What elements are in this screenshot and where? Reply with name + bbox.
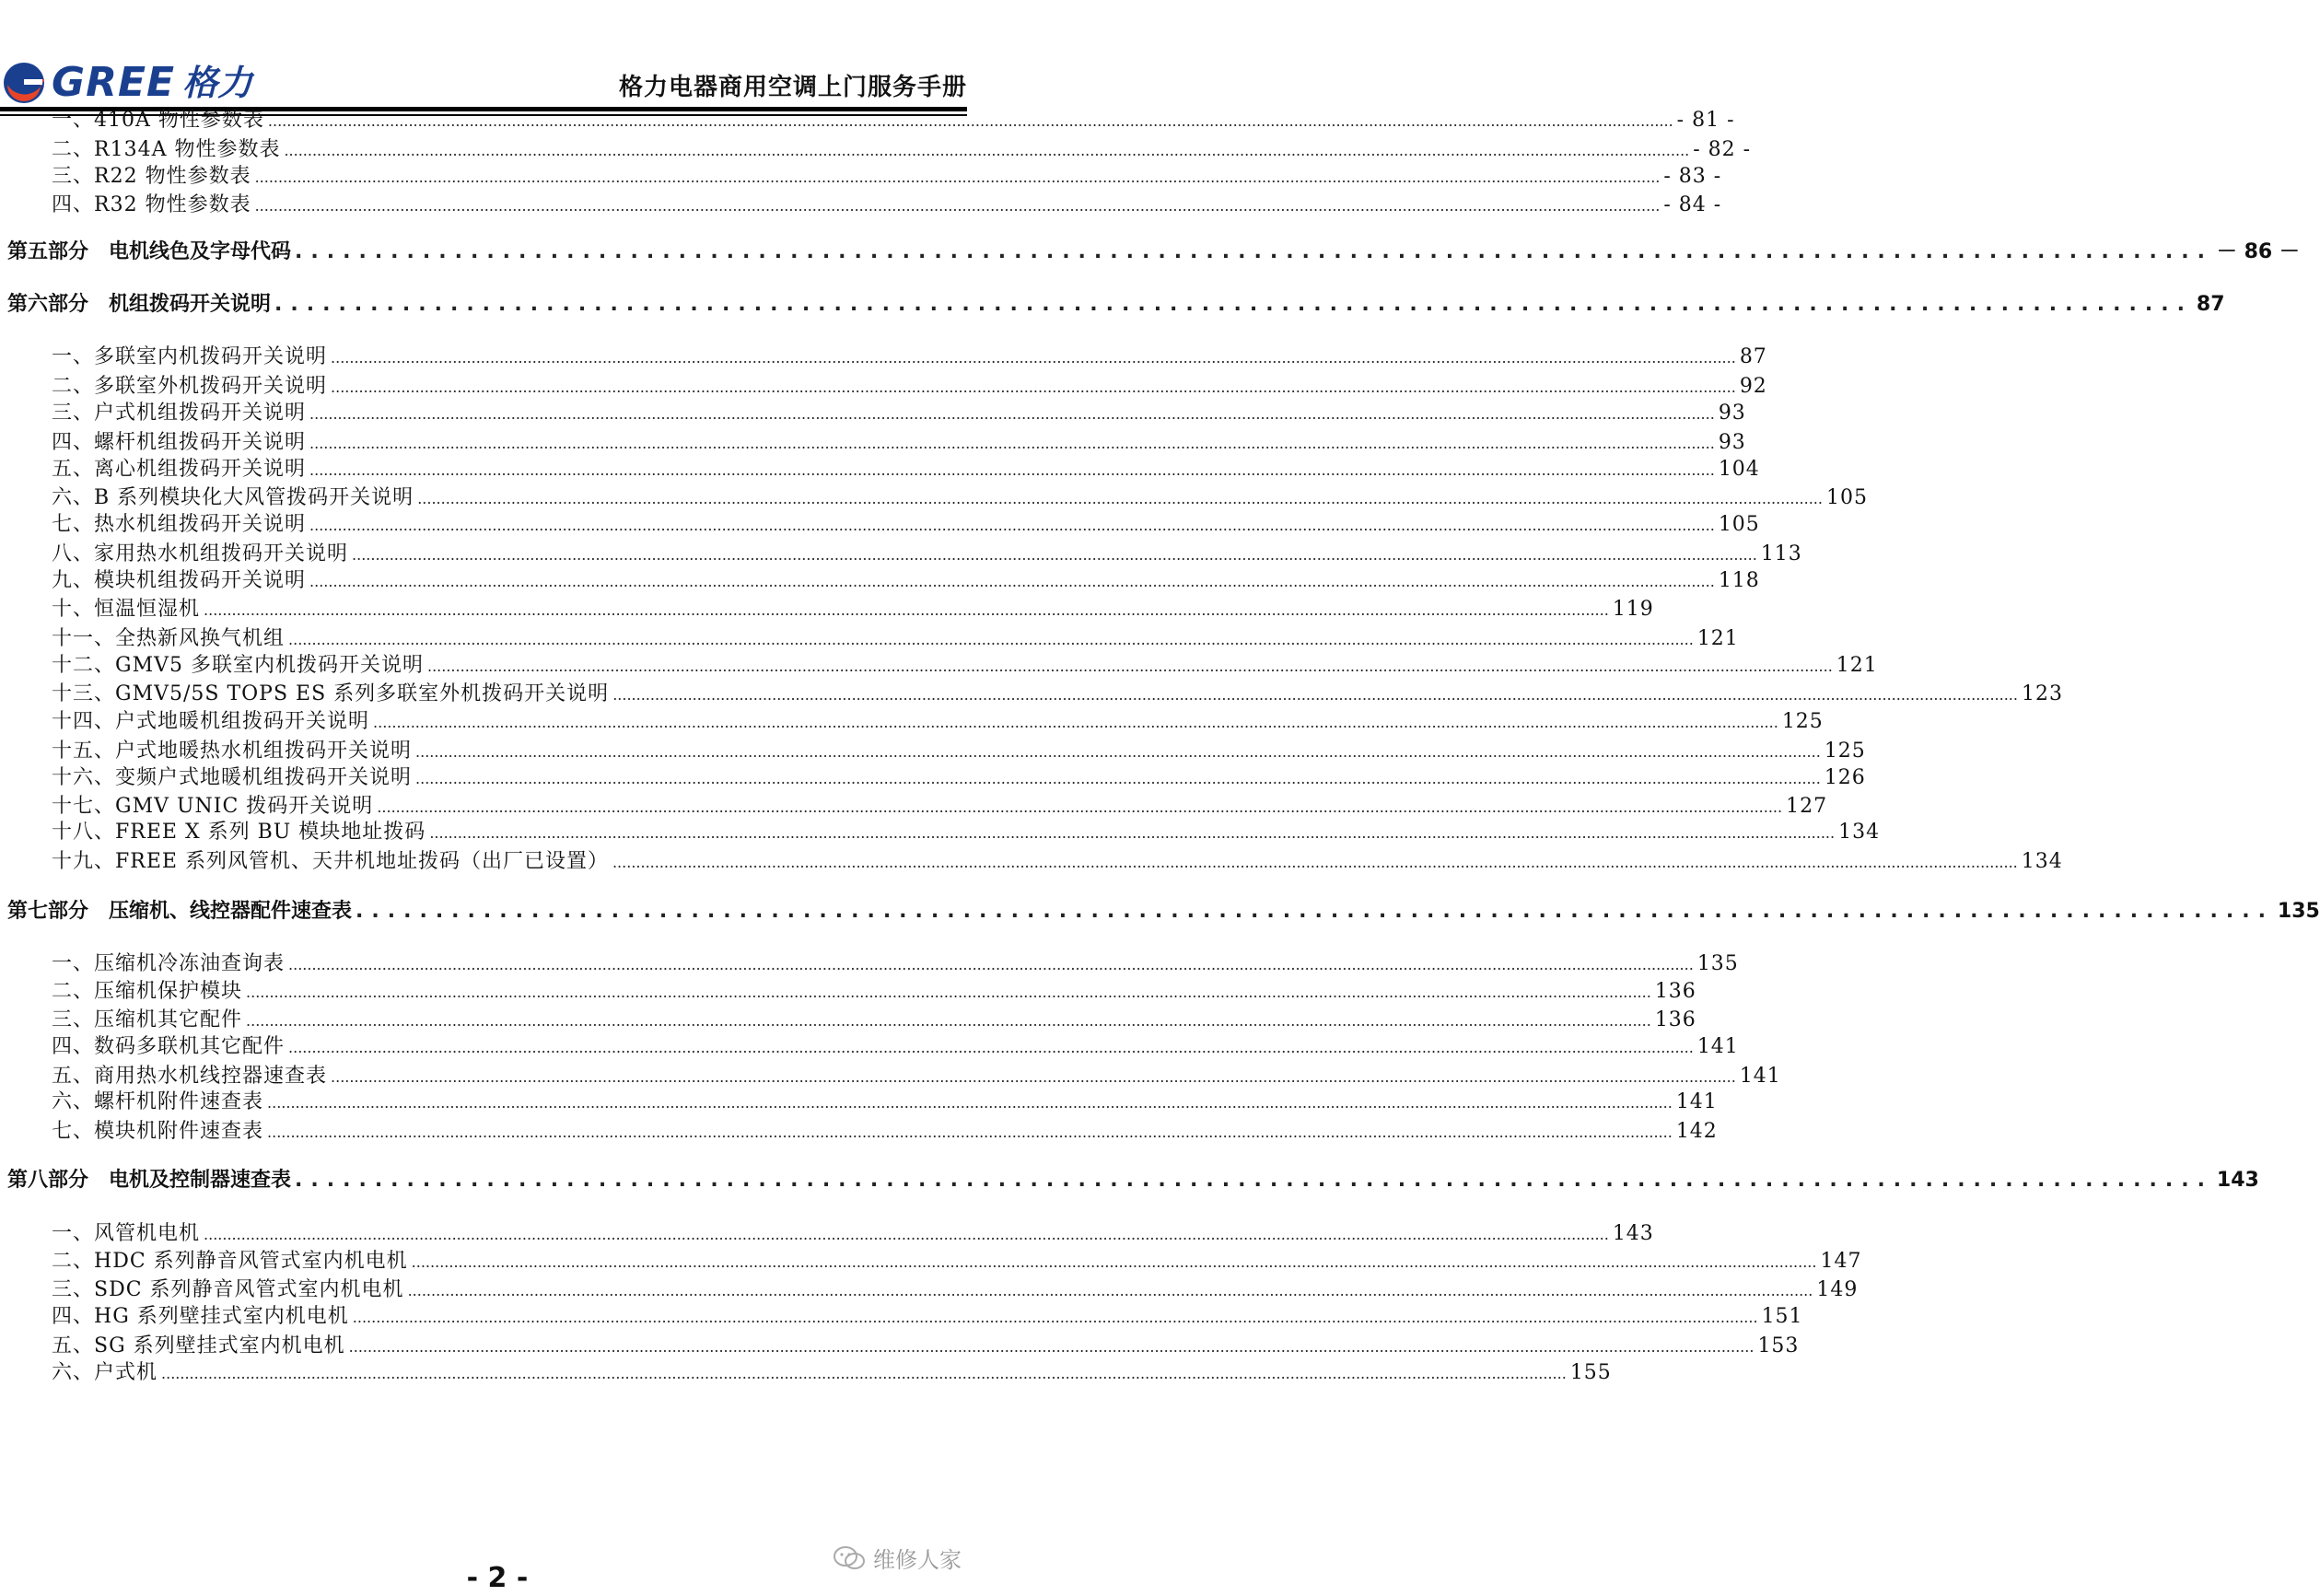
- toc-item-number: 一、: [52, 345, 95, 368]
- toc-page-number: 135: [1696, 952, 1739, 975]
- toc-dot-leader: ............................................................................................................................................................................................................................................................................................................: [415, 743, 1821, 761]
- toc-item-number: 八、: [52, 542, 95, 565]
- toc-dot-leader: ........................................................................................................................: [356, 900, 2274, 923]
- logo-wordmark: GREE: [52, 59, 176, 106]
- toc-item-number: 十二、: [52, 654, 116, 677]
- toc-page-number: 142: [1675, 1120, 1718, 1143]
- toc-page-number: 149: [1816, 1278, 1859, 1301]
- toc-dot-leader: ............................................................................................................................................................................................................................................................................................................: [415, 770, 1821, 787]
- toc-item: [52, 649, 1878, 678]
- toc-item-number: 十六、: [52, 766, 116, 789]
- toc-item: [52, 948, 1739, 976]
- toc-title: 电机线色及字母代码: [109, 240, 292, 263]
- toc-dot-leader: ............................................................................................................................................................................................................................................................................................................: [288, 956, 1694, 973]
- toc-page-number: - 83 -: [1663, 165, 1722, 188]
- toc-item: [52, 134, 1752, 162]
- toc-item-number: 四、: [52, 431, 95, 454]
- toc-title: GMV UNIC 拨码开关说明: [115, 795, 374, 818]
- toc-item: [52, 1357, 1612, 1385]
- toc-title: 全热新风换气机组: [115, 627, 286, 650]
- toc-page-number: 151: [1761, 1305, 1803, 1328]
- toc-title: 恒温恒湿机: [94, 598, 201, 621]
- toc-title: 压缩机保护模块: [94, 980, 243, 1003]
- toc-page-number: 127: [1786, 795, 1828, 818]
- toc-item-number: 二、: [52, 1250, 95, 1273]
- toc-dot-leader: ............................................................................................................................................................................................................................................................................................................: [417, 490, 1823, 507]
- toc-item-number: 九、: [52, 569, 95, 592]
- toc-title: B 系列模块化大风管拨码开关说明: [94, 486, 414, 509]
- toc-page-number: 87: [1739, 345, 1767, 368]
- toc-dot-leader: ............................................................................................................................................................................................................................................................................................................: [246, 1012, 1651, 1030]
- toc-dot-leader: ............................................................................................................................................................................................................................................................................................................: [309, 517, 1715, 534]
- toc-section: [7, 895, 2320, 924]
- toc-page-number: 147: [1820, 1250, 1862, 1273]
- toc-page-number: 118: [1718, 569, 1760, 592]
- toc-title: 户式机组拨码开关说明: [94, 402, 307, 425]
- toc-page-number: 141: [1739, 1065, 1781, 1088]
- toc-item: [52, 104, 1735, 133]
- toc-dot-leader: ............................................................................................................................................................................................................................................................................................................: [427, 658, 1833, 675]
- toc-item-number: 四、: [52, 1035, 95, 1058]
- toc-dot-leader: ............................................................................................................................................................................................................................................................................................................: [377, 798, 1783, 816]
- toc-item: [52, 1004, 1696, 1032]
- toc-item: [52, 370, 1767, 399]
- toc-item: [52, 426, 1746, 455]
- toc-item-number: 二、: [52, 138, 95, 161]
- toc-dot-leader: ............................................................................................................................................................................................................................................................................................................: [331, 379, 1736, 396]
- toc-item-number: 七、: [52, 513, 95, 536]
- toc-page-number: 155: [1569, 1361, 1612, 1384]
- toc-section: [7, 288, 2225, 317]
- toc-page-number: 141: [1696, 1035, 1739, 1058]
- toc-page-number: － 86 －: [2216, 240, 2300, 263]
- toc-dot-leader: ............................................................................................................................................................................................................................................................................................................: [204, 601, 1609, 619]
- gree-logo: [2, 61, 252, 105]
- toc-title: 户式地暖热水机组拨码开关说明: [115, 740, 413, 763]
- toc-dot-leader: ............................................................................................................................................................................................................................................................................................................: [348, 1338, 1755, 1356]
- toc-title: SG 系列壁挂式室内机电机: [94, 1334, 345, 1357]
- toc-item: [52, 538, 1802, 566]
- toc-page-number: 143: [2216, 1169, 2259, 1192]
- toc-item-number: 六、: [52, 486, 95, 509]
- toc-item: [52, 593, 1654, 622]
- toc-item-number: 三、: [52, 402, 95, 425]
- toc-title: 多联室内机拨码开关说明: [94, 345, 328, 368]
- toc-title: 多联室外机拨码开关说明: [94, 375, 328, 398]
- toc-item-number: 五、: [52, 1065, 95, 1088]
- toc-title: 模块机组拨码开关说明: [94, 569, 307, 592]
- toc-item-number: 二、: [52, 980, 95, 1003]
- toc-item: [52, 762, 1866, 790]
- watermark-text: 维修人家: [873, 1547, 962, 1573]
- toc-page-number: 92: [1739, 375, 1767, 398]
- toc-title: HDC 系列静音风管式室内机电机: [94, 1250, 408, 1273]
- toc-dot-leader: ............................................................................................................................................................................................................................................................................................................: [373, 714, 1778, 731]
- toc-item: [52, 1217, 1654, 1246]
- toc-title: 热水机组拨码开关说明: [94, 513, 307, 536]
- toc-page-number: 121: [1696, 627, 1739, 650]
- toc-dot-leader: ............................................................................................................................................................................................................................................................................................................: [309, 435, 1715, 452]
- toc-page-number: - 82 -: [1693, 138, 1752, 161]
- toc-title: 压缩机冷冻油查询表: [94, 952, 286, 975]
- toc-dot-leader: ............................................................................................................................................................................................................................................................................................................: [309, 405, 1715, 423]
- toc-page-number: 143: [1612, 1222, 1654, 1245]
- toc-page-number: 113: [1760, 542, 1802, 565]
- toc-item: [52, 482, 1868, 510]
- toc-part-label: 第五部分: [7, 240, 89, 263]
- toc-item: [52, 1274, 1859, 1302]
- toc-item: [52, 565, 1760, 593]
- toc-dot-leader: ............................................................................................................................................................................................................................................................................................................: [331, 349, 1736, 367]
- toc-item: [52, 1330, 1800, 1358]
- toc-title: GMV5 多联室内机拨码开关说明: [115, 654, 424, 677]
- toc-item-number: 六、: [52, 1361, 95, 1384]
- toc-dot-leader: ............................................................................................................................................................................................................................................................................................................: [612, 854, 2018, 871]
- toc-dot-leader: ............................................................................................................................................................................................................................................................................................................: [267, 1094, 1673, 1112]
- toc-title: 户式机: [94, 1361, 158, 1384]
- manual-title: 格力电器商用空调上门服务手册: [618, 74, 967, 101]
- toc-item: [52, 1115, 1718, 1144]
- toc-title: HG 系列壁挂式室内机电机: [94, 1305, 349, 1328]
- toc-item: [52, 705, 1824, 734]
- toc-title: R32 物性参数表: [94, 193, 251, 216]
- toc-title: 机组拨码开关说明: [109, 293, 272, 316]
- toc-dot-leader: ........................................................................................................................: [295, 1169, 2213, 1192]
- toc-page-number: 141: [1675, 1090, 1718, 1113]
- toc-dot-leader: ............................................................................................................................................................................................................................................................................................................: [352, 1309, 1758, 1326]
- toc-page-number: 104: [1718, 458, 1760, 481]
- toc-item: [52, 1245, 1862, 1274]
- toc-page-number: 136: [1654, 980, 1696, 1003]
- toc-dot-leader: ............................................................................................................................................................................................................................................................................................................: [612, 686, 2018, 704]
- toc-title: 商用热水机线控器速查表: [94, 1065, 328, 1088]
- toc-title: 压缩机其它配件: [94, 1008, 243, 1031]
- toc-page-number: 105: [1718, 513, 1760, 536]
- toc-item: [52, 975, 1696, 1004]
- toc-dot-leader: ............................................................................................................................................................................................................................................................................................................: [411, 1253, 1817, 1271]
- toc-item: [52, 453, 1760, 482]
- toc-item: [52, 735, 1866, 763]
- toc-item-number: 二、: [52, 375, 95, 398]
- toc-item: [52, 160, 1722, 189]
- toc-title: FREE X 系列 BU 模块地址拨码: [115, 821, 426, 844]
- toc-page-number: 87: [2196, 293, 2225, 316]
- toc-title: 家用热水机组拨码开关说明: [94, 542, 349, 565]
- toc-item-number: 四、: [52, 193, 95, 216]
- toc-dot-leader: ............................................................................................................................................................................................................................................................................................................: [407, 1282, 1813, 1299]
- toc-part-label: 第七部分: [7, 900, 89, 923]
- toc-page-number: 119: [1612, 598, 1654, 621]
- toc-section: [7, 1164, 2259, 1193]
- page-number: - 2 -: [466, 1562, 529, 1594]
- toc-item: [52, 790, 1828, 819]
- gree-logo-mark-icon: [2, 61, 46, 105]
- toc-page-number: 121: [1836, 654, 1878, 677]
- toc-title: 风管机电机: [94, 1222, 201, 1245]
- toc-dot-leader: ............................................................................................................................................................................................................................................................................................................: [246, 984, 1651, 1001]
- toc-item: [52, 623, 1739, 651]
- toc-part-label: 第六部分: [7, 293, 89, 316]
- toc-dot-leader: ............................................................................................................................................................................................................................................................................................................: [284, 142, 1690, 159]
- toc-item-number: 四、: [52, 1305, 95, 1328]
- toc-item-number: 五、: [52, 458, 95, 481]
- toc-page-number: 153: [1757, 1334, 1800, 1357]
- toc-page-number: - 84 -: [1663, 193, 1722, 216]
- toc-item-number: 十八、: [52, 821, 116, 844]
- toc-title: 410A 物性参数表: [94, 109, 264, 132]
- toc-page-number: - 81 -: [1676, 109, 1735, 132]
- toc-title: 电机及控制器速查表: [109, 1169, 292, 1192]
- toc-item-number: 十一、: [52, 627, 116, 650]
- toc-item-number: 十四、: [52, 710, 116, 733]
- toc-item: [52, 341, 1767, 369]
- toc-dot-leader: ............................................................................................................................................................................................................................................................................................................: [288, 631, 1694, 648]
- toc-title: 数码多联机其它配件: [94, 1035, 286, 1058]
- toc-dot-leader: ............................................................................................................................................................................................................................................................................................................: [309, 573, 1715, 590]
- toc-item: [52, 1031, 1739, 1059]
- toc-item: [52, 508, 1760, 537]
- toc-item-number: 五、: [52, 1334, 95, 1357]
- toc-item-number: 七、: [52, 1120, 95, 1143]
- toc-item-number: 一、: [52, 952, 95, 975]
- toc-item: [52, 1086, 1718, 1114]
- toc-item-number: 三、: [52, 1008, 95, 1031]
- toc-item-number: 十九、: [52, 850, 116, 873]
- toc-page-number: 134: [2021, 850, 2063, 873]
- page-header: [0, 0, 995, 116]
- toc-dot-leader: ............................................................................................................................................................................................................................................................................................................: [254, 169, 1661, 186]
- toc-title: R134A 物性参数表: [94, 138, 281, 161]
- toc-page-number: 135: [2277, 900, 2320, 923]
- toc-dot-leader: ............................................................................................................................................................................................................................................................................................................: [352, 546, 1757, 564]
- toc-item-number: 十、: [52, 598, 95, 621]
- toc-dot-leader: ............................................................................................................................................................................................................................................................................................................: [267, 1124, 1673, 1141]
- toc-page-number: 125: [1824, 740, 1866, 763]
- toc-dot-leader: ........................................................................................................................: [295, 240, 2213, 263]
- toc-item-number: 十七、: [52, 795, 116, 818]
- toc-item: [52, 1060, 1781, 1089]
- toc-item-number: 十五、: [52, 740, 116, 763]
- toc-part-label: 第八部分: [7, 1169, 89, 1192]
- toc-page-number: 93: [1718, 431, 1746, 454]
- toc-title: 离心机组拨码开关说明: [94, 458, 307, 481]
- toc-section: [7, 236, 2300, 264]
- toc-dot-leader: ........................................................................................................................: [274, 293, 2193, 316]
- toc-item: [52, 397, 1746, 425]
- toc-dot-leader: ............................................................................................................................................................................................................................................................................................................: [254, 197, 1661, 215]
- toc-title: 压缩机、线控器配件速查表: [109, 900, 353, 923]
- toc-title: 螺杆机附件速查表: [94, 1090, 264, 1113]
- toc-title: 模块机附件速查表: [94, 1120, 264, 1143]
- toc-item-number: 三、: [52, 165, 95, 188]
- toc-item-number: 三、: [52, 1278, 95, 1301]
- toc-title: GMV5/5S TOPS ES 系列多联室外机拨码开关说明: [115, 682, 610, 705]
- toc-item-number: 一、: [52, 1222, 95, 1245]
- toc-item-number: 一、: [52, 109, 95, 132]
- toc-item: [52, 678, 2063, 706]
- toc-dot-leader: ............................................................................................................................................................................................................................................................................................................: [267, 112, 1673, 130]
- toc-dot-leader: ............................................................................................................................................................................................................................................................................................................: [161, 1365, 1567, 1382]
- toc-title: FREE 系列风管机、天井机地址拨码（出厂已设置）: [115, 850, 609, 873]
- toc-item-number: 六、: [52, 1090, 95, 1113]
- toc-dot-leader: ............................................................................................................................................................................................................................................................................................................: [429, 824, 1836, 842]
- logo-chinese: 格力: [182, 62, 253, 103]
- toc-item: [52, 816, 1881, 845]
- toc-page-number: 105: [1825, 486, 1868, 509]
- toc-page-number: 134: [1838, 821, 1881, 844]
- toc-item: [52, 189, 1722, 217]
- toc-item: [52, 1300, 1803, 1329]
- toc-page-number: 93: [1718, 402, 1746, 425]
- toc-title: SDC 系列静音风管式室内机电机: [94, 1278, 404, 1301]
- toc-title: R22 物性参数表: [94, 165, 251, 188]
- toc-dot-leader: ............................................................................................................................................................................................................................................................................................................: [288, 1039, 1694, 1056]
- toc-title: 户式地暖机组拨码开关说明: [115, 710, 370, 733]
- toc-item: [52, 845, 2063, 874]
- toc-page-number: 123: [2021, 682, 2063, 705]
- toc-dot-leader: ............................................................................................................................................................................................................................................................................................................: [331, 1068, 1736, 1086]
- toc-dot-leader: ............................................................................................................................................................................................................................................................................................................: [309, 461, 1715, 479]
- toc-title: 变频户式地暖机组拨码开关说明: [115, 766, 413, 789]
- toc-item-number: 十三、: [52, 682, 116, 705]
- toc-page-number: 126: [1824, 766, 1866, 789]
- toc-title: 螺杆机组拨码开关说明: [94, 431, 307, 454]
- toc-page-number: 136: [1654, 1008, 1696, 1031]
- toc-page-number: 125: [1781, 710, 1824, 733]
- toc-dot-leader: ............................................................................................................................................................................................................................................................................................................: [204, 1226, 1609, 1243]
